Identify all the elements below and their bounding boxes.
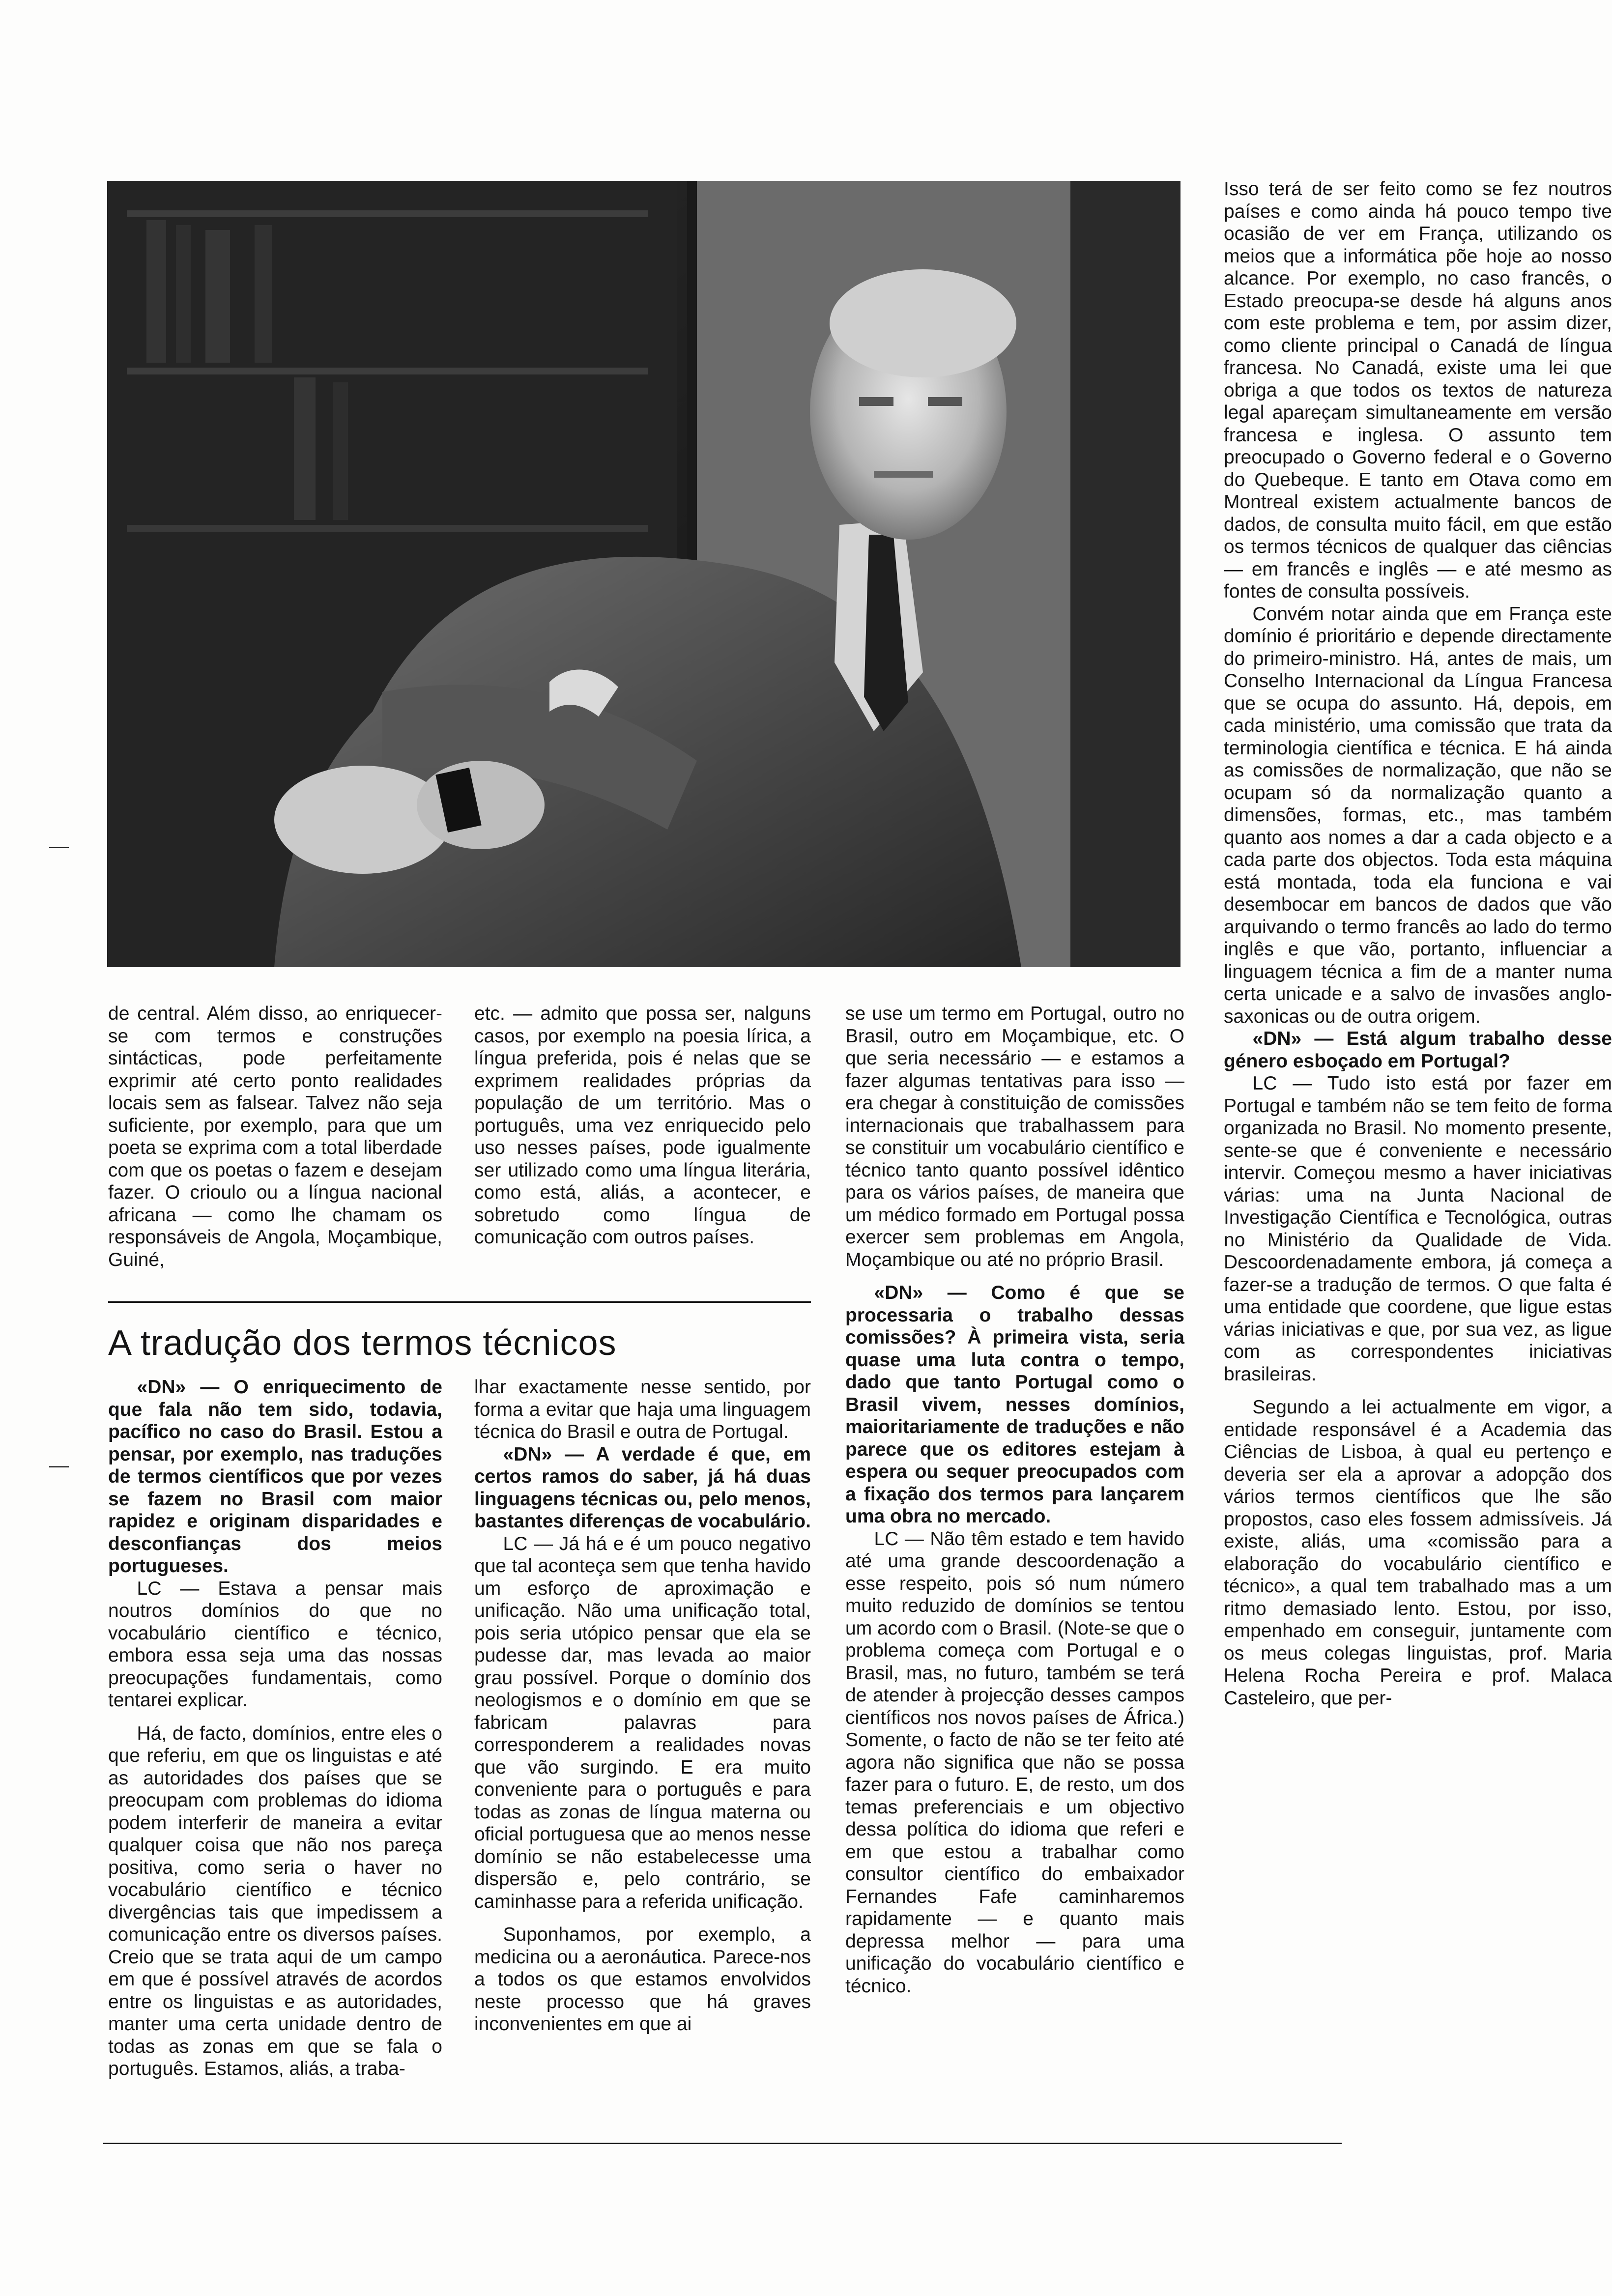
paragraph: etc. — admito que possa ser, nalguns casos, por exemplo na poesia lírica, a língua preferida, pois é nelas que se exprimem realidades próprias da população de um território. Mas o português, uma vez enriquecido pelo uso nesses países, pode igualmente ser utilizado como uma língua literária, como está, aliás, a acontecer, e sobretudo como língua de comunicação com outros países. xyxy=(474,1003,811,1248)
question: «DN» — Está algum trabalho desse género esboçado em Portugal? xyxy=(1224,1028,1612,1072)
paragraph: Suponhamos, por exemplo, a medicina ou a aeronáutica. Parece-nos a todos os que estamos envolvidos neste processo que há graves inconvenientes em que ai xyxy=(474,1924,811,2035)
paragraph: LC — Já há e é um pouco negativo que tal aconteça sem que tenha havido um esforço de aproximação e unificação. Não uma unificação total, pois seria utópico pensar que ela se pudesse dar, mas levada ao maior grau possível. Porque o domínio dos neologismos e o domínio em que se fabricam palavras para corresponderem a realidades novas que vão surgindo. E era muito conveniente para o português e para todas as zonas de língua materna ou oficial portuguesa que ao menos nesse domínio se não estabelecesse uma dispersão e, pelo contrário, se caminhasse para a referida unificação. xyxy=(474,1533,811,1912)
paragraph: Há, de facto, domínios, entre eles o que referiu, em que os linguistas e até as autoridades dos países que se preocupam com problemas do idioma podem interferir de maneira a evitar qualquer coisa que não nos pareça positiva, como seria o haver no vocabulário científico e técnico divergências tais que impedissem a comunicação entre os diversos países. Creio que se trata aqui de um campo em que é possível através de acordos entre os linguistas e as autoridades, manter uma certa unidade dentro de todas as zonas em que se fala o português. Estamos, aliás, a traba- xyxy=(108,1722,442,2079)
portrait-photo xyxy=(107,181,1180,967)
bottom-rule xyxy=(103,2143,1342,2144)
paragraph: lhar exactamente nesse sentido, por forma a evitar que haja uma linguagem técnica do Brasil e outra de Portugal. xyxy=(474,1377,811,1442)
paragraph: se use um termo em Portugal, outro no Brasil, outro em Moçambique, etc. O que seria necessário — e estamos a fazer algumas tentativas para isso — era chegar à constituição de comissões internacionais que trabalhassem para se constituir um vocabulário científico e técnico tanto quanto possível idêntico para os vários países, de maneira que um médico formado em Portugal possa exercer sem problemas em Angola, Moçambique ou até no próprio Brasil. xyxy=(845,1003,1184,1270)
column-3 xyxy=(845,1003,1184,1997)
paragraph: LC — Não têm estado e tem havido até uma grande descoordenação a esse respeito, pois só num número muito reduzido de domínios se tentou um acordo com o Brasil. (Note-se que o problema começa com Portugal e o Brasil, mas, no futuro, também se terá de atender à projecção desses campos científicos nos novos países de África.) Somente, o facto de não se ter feito até agora não significa que não se possa fazer para o futuro. E, de resto, um dos temas preferenciais e um objectivo dessa política do idioma que referi e em que estou a trabalhar como consultor científico do embaixador Fernandes Fafe caminharemos rapidamente — e quanto mais depressa melhor — para uma unificação do vocabulário científico e técnico. xyxy=(845,1528,1184,1997)
section-heading: A tradução dos termos técnicos xyxy=(108,1323,617,1363)
paragraph: LC — Tudo isto está por fazer em Portugal e também não se tem feito de forma organizada no Brasil. No momento presente, sente-se que é conveniente e necessário intervir. Começou mesmo a haver iniciativas várias: uma na Junta Nacional de Investigação Científica e Tecnológica, outras no Ministério da Qualidade de Vida. Descoordenadamente embora, já começa a fazer-se a tradução de termos. O que falta é uma entidade que coordene, que ligue estas várias iniciativas e que, por sua vez, as ligue com as correspondentes iniciativas brasileiras. xyxy=(1224,1073,1612,1385)
question: «DN» — A verdade é que, em certos ramos do saber, já há duas linguagens técnicas ou, pelo menos, bastantes diferenças de vocabulário. xyxy=(474,1443,811,1532)
question: «DN» — O enriquecimento de que fala não tem sido, todavia, pacífico no caso do Brasil. Estou a pensar, por exemplo, nas traduções de termos científicos que por vezes se fazem no Brasil com maior rapidez e originam disparidades e desconfianças dos meios portugueses. xyxy=(108,1377,442,1577)
paragraph: Isso terá de ser feito como se fez noutros países e como ainda há pouco tempo tive ocasião de ver em França, utilizando os meios que a informática põe hoje ao nosso alcance. Por exemplo, no caso francês, o Estado preocupa-se desde há alguns anos com este problema e tem, por assim dizer, como cliente principal o Canadá de língua francesa. No Canadá, existe uma lei que obriga a que todos os textos de natureza legal apareçam simultaneamente em versão francesa e inglesa. O assunto tem preocupado o Governo federal e o Governo do Quebeque. E tanto em Otava como em Montreal existem actualmente bancos de dados, de consulta muito fácil, em que estão os termos técnicos de qualquer das ciências — em francês e inglês — e até mesmo as fontes de consulta possíveis. xyxy=(1224,178,1612,602)
column-right xyxy=(1224,178,1612,1709)
column-2-top xyxy=(474,1003,811,1249)
scan-mark: ― xyxy=(49,835,69,857)
paragraph: Segundo a lei actualmente em vigor, a entidade responsável é a Academia das Ciências de Lisboa, à qual eu pertenço e deveria ser ela a aprovar a adopção dos vários termos científicos que lhe são propostos, caso eles fossem admissíveis. Já existe, aliás, uma «comissão para a elaboração do vocabulário científico e técnico», a qual tem trabalhado mas a um ritmo demasiado lento. Estou, por isso, empenhado em conseguir, juntamente com os meus colegas linguistas, prof. Maria Helena Rocha Pereira e prof. Malaca Casteleiro, que per- xyxy=(1224,1397,1612,1709)
column-2-bottom xyxy=(474,1376,811,2036)
section-rule xyxy=(108,1301,811,1303)
paragraph: de central. Além disso, ao enriquecer-se com termos e construções sintácticas, pode perfeitamente exprimir até certo ponto realidades locais sem as falsear. Talvez não seja suficiente, por exemplo, para que um poeta se exprima com a total liberdade com que os poetas o fazem e desejam fazer. O crioulo ou a língua nacional africana — como lhe chamam os responsáveis de Angola, Moçambique, Guiné, xyxy=(108,1003,442,1270)
portrait-photo-graphic xyxy=(107,181,1180,967)
column-1-top xyxy=(108,1003,442,1271)
question: «DN» — Como é que se processaria o trabalho dessas comissões? À primeira vista, seria quase uma luta contra o tempo, dado que tanto Portugal como o Brasil vivem, nesses domínios, maioritariamente de traduções e não parece que os editores estejam à espera ou sequer preocupados com a fixação dos termos para lançarem uma obra no mercado. xyxy=(845,1282,1184,1527)
paragraph: LC — Estava a pensar mais noutros domínios do que no vocabulário científico e técnico, embora essa seja uma das nossas preocupações fundamentais, como tentarei explicar. xyxy=(108,1578,442,1711)
paragraph: Convém notar ainda que em França este domínio é prioritário e depende directamente do primeiro-ministro. Há, antes de mais, um Conselho Internacional da Língua Francesa que se ocupa do assunto. Há, depois, em cada ministério, uma comissão que trata da terminologia científica e técnica. E há ainda as comissões de normalização, que não se ocupam só da normalização quanto a dimensões, formas, etc., mas também quanto aos nomes a dar a cada objecto e a cada parte dos objectos. Toda esta máquina está montada, toda ela funciona e vai desembocar em bancos de dados que vão arquivando o termo francês ao lado do termo inglês e que vão, portanto, influenciar a linguagem técnica a fim de a manter numa certa unicade e a salvo de invasões anglo-saxonicas ou de outra origem. xyxy=(1224,603,1612,1027)
scan-mark: ― xyxy=(49,1455,69,1476)
column-1-bottom xyxy=(108,1376,442,2080)
